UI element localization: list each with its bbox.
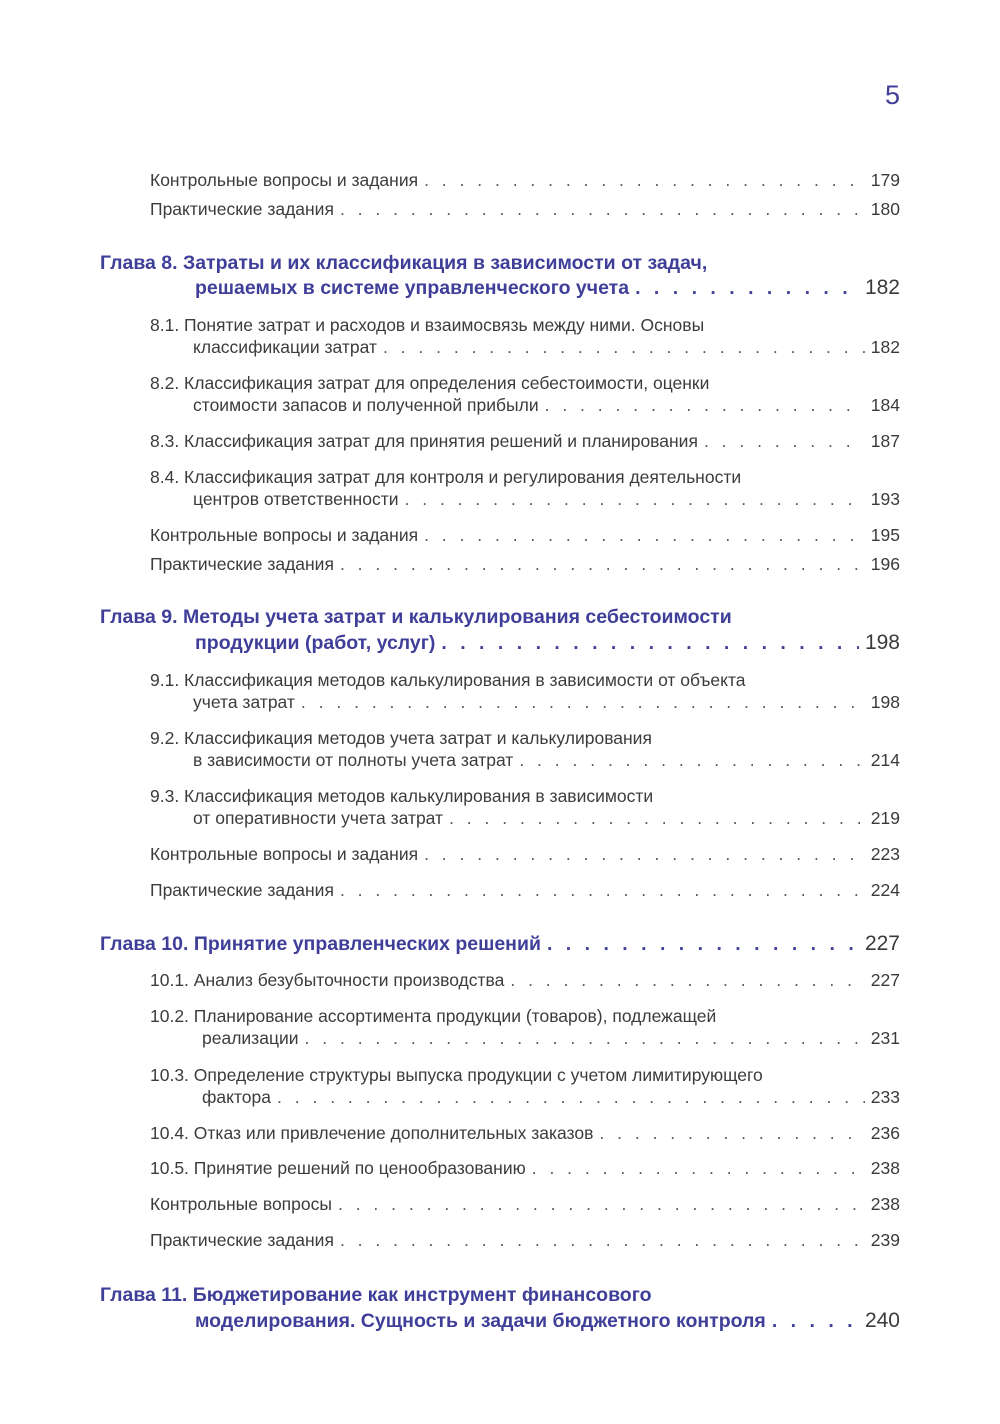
entry-page: 240	[864, 1309, 900, 1332]
dot-leader	[405, 489, 865, 510]
toc-entry-section-10-2[interactable]	[202, 1028, 900, 1049]
section-8-4-line1[interactable]: 8.4. Классификация затрат для контроля и регулирования деятельности	[150, 467, 742, 487]
dot-leader	[340, 880, 865, 901]
section-8-2-line1[interactable]: 8.2. Классификация затрат для определения себестоимости, оценки	[150, 373, 710, 393]
entry-title: классификации затрат	[193, 337, 377, 357]
section-10-2-line1[interactable]: 10.2. Планирование ассортимента продукции (товаров), подлежащей	[150, 1006, 717, 1026]
entry-title: Контрольные вопросы	[150, 1194, 332, 1214]
toc-entry-chapter-8[interactable]	[195, 276, 900, 300]
entry-title: моделирования. Сущность и задачи бюджетного контроля	[195, 1310, 766, 1332]
entry-page: 180	[870, 199, 900, 219]
entry-page: 182	[864, 276, 900, 299]
entry-title: Практические задания	[150, 199, 334, 219]
toc-entry-control-questions[interactable]	[150, 170, 900, 191]
entry-page: 195	[870, 525, 900, 545]
dot-leader	[424, 170, 865, 191]
entry-page: 196	[870, 554, 900, 574]
entry-page: 193	[870, 489, 900, 509]
entry-page: 238	[870, 1194, 900, 1214]
toc-entry-chapter-11[interactable]	[195, 1309, 900, 1333]
entry-page: 187	[870, 431, 900, 451]
entry-page: 223	[870, 844, 900, 864]
entry-title: в зависимости от полноты учета затрат	[193, 750, 514, 770]
toc-entry-section-10-5[interactable]	[150, 1158, 900, 1179]
entry-title: учета затрат	[193, 692, 295, 712]
entry-title: от оперативности учета затрат	[193, 808, 444, 828]
toc-entry-section-10-4[interactable]	[150, 1123, 900, 1144]
entry-title: фактора	[202, 1087, 272, 1107]
toc-entry-practical-tasks[interactable]	[150, 1230, 900, 1251]
dot-leader	[772, 1310, 859, 1333]
entry-page: 179	[870, 170, 900, 190]
dot-leader	[704, 431, 865, 452]
entry-page: 219	[870, 808, 900, 828]
entry-page: 198	[870, 692, 900, 712]
toc-entry-section-8-1[interactable]	[193, 337, 900, 358]
dot-leader	[277, 1087, 865, 1108]
toc-entry-practical-tasks[interactable]	[150, 199, 900, 220]
dot-leader	[545, 395, 865, 416]
section-9-3-line1[interactable]: 9.3. Классификация методов калькулирования в зависимости	[150, 786, 654, 806]
dot-leader	[599, 1123, 864, 1144]
chapter-11-title-line1[interactable]: Глава 11. Бюджетирование как инструмент финансового	[100, 1284, 652, 1306]
chapter-8-title-line1[interactable]: Глава 8. Затраты и их классификация в зависимости от задач,	[100, 252, 708, 274]
entry-title: Практические задания	[150, 554, 334, 574]
entry-title: 10.5. Принятие решений по ценообразованию	[150, 1158, 526, 1178]
entry-title: 8.3. Классификация затрат для принятия решений и планирования	[150, 431, 698, 451]
entry-title: 10.1. Анализ безубыточности производства	[150, 970, 505, 990]
entry-title: реализации	[202, 1028, 299, 1048]
entry-page: 182	[870, 337, 900, 357]
dot-leader	[301, 692, 865, 713]
toc-entry-control-questions[interactable]	[150, 525, 900, 546]
toc-entry-section-8-4[interactable]	[193, 489, 900, 510]
toc-entry-section-9-2[interactable]	[193, 750, 900, 771]
section-10-3-line1[interactable]: 10.3. Определение структуры выпуска продукции с учетом лимитирующего	[150, 1065, 763, 1085]
entry-page: 233	[870, 1087, 900, 1107]
dot-leader	[383, 337, 865, 358]
dot-leader	[305, 1028, 865, 1049]
page-number: 5	[884, 80, 900, 110]
entry-page: 239	[870, 1230, 900, 1250]
toc-entry-section-9-1[interactable]	[193, 692, 900, 713]
dot-leader	[340, 199, 865, 220]
dot-leader	[338, 1194, 865, 1215]
toc-entry-practical-tasks[interactable]	[150, 880, 900, 901]
chapter-9-title-line1[interactable]: Глава 9. Методы учета затрат и калькулирования себестоимости	[100, 606, 732, 628]
entry-title: 10.4. Отказ или привлечение дополнительных заказов	[150, 1123, 594, 1143]
entry-title: Практические задания	[150, 880, 334, 900]
toc-entry-section-8-3[interactable]	[150, 431, 900, 452]
section-8-1-line1[interactable]: 8.1. Понятие затрат и расходов и взаимосвязь между ними. Основы	[150, 315, 705, 335]
dot-leader	[441, 632, 859, 655]
toc-entry-section-9-3[interactable]	[193, 808, 900, 829]
entry-page: 184	[870, 395, 900, 415]
entry-title: продукции (работ, услуг)	[195, 632, 436, 654]
dot-leader	[510, 970, 864, 991]
entry-page: 231	[870, 1028, 900, 1048]
section-9-2-line1[interactable]: 9.2. Классификация методов учета затрат и калькулирования	[150, 728, 652, 748]
entry-title: Практические задания	[150, 1230, 334, 1250]
entry-title: Контрольные вопросы и задания	[150, 170, 419, 190]
dot-leader	[532, 1158, 865, 1179]
entry-page: 198	[864, 631, 900, 654]
entry-title: центров ответственности	[193, 489, 399, 509]
dot-leader	[424, 525, 865, 546]
dot-leader	[449, 808, 865, 829]
dot-leader	[635, 277, 859, 300]
dot-leader	[340, 554, 865, 575]
section-9-1-line1[interactable]: 9.1. Классификация методов калькулирования в зависимости от объекта	[150, 670, 746, 690]
entry-page: 227	[864, 932, 900, 955]
toc-entry-practical-tasks[interactable]	[150, 554, 900, 575]
entry-page: 214	[870, 750, 900, 770]
entry-title: Глава 10. Принятие управленческих решений	[100, 933, 541, 955]
toc-entry-section-10-1[interactable]	[150, 970, 900, 991]
toc-entry-section-10-3[interactable]	[202, 1087, 900, 1108]
toc-entry-section-8-2[interactable]	[193, 395, 900, 416]
toc-entry-chapter-10[interactable]	[100, 932, 900, 956]
entry-title: Контрольные вопросы и задания	[150, 525, 419, 545]
dot-leader	[424, 844, 865, 865]
toc-entry-control-questions[interactable]	[150, 1194, 900, 1215]
dot-leader	[519, 750, 864, 771]
entry-page: 236	[870, 1123, 900, 1143]
entry-page: 224	[870, 880, 900, 900]
toc-entry-control-questions[interactable]	[150, 844, 900, 865]
entry-page: 238	[870, 1158, 900, 1178]
toc-entry-chapter-9[interactable]	[195, 631, 900, 655]
dot-leader	[340, 1230, 865, 1251]
entry-page: 227	[870, 970, 900, 990]
dot-leader	[547, 933, 859, 956]
entry-title: решаемых в системе управленческого учета	[195, 277, 630, 299]
entry-title: стоимости запасов и полученной прибыли	[193, 395, 539, 415]
entry-title: Контрольные вопросы и задания	[150, 844, 419, 864]
